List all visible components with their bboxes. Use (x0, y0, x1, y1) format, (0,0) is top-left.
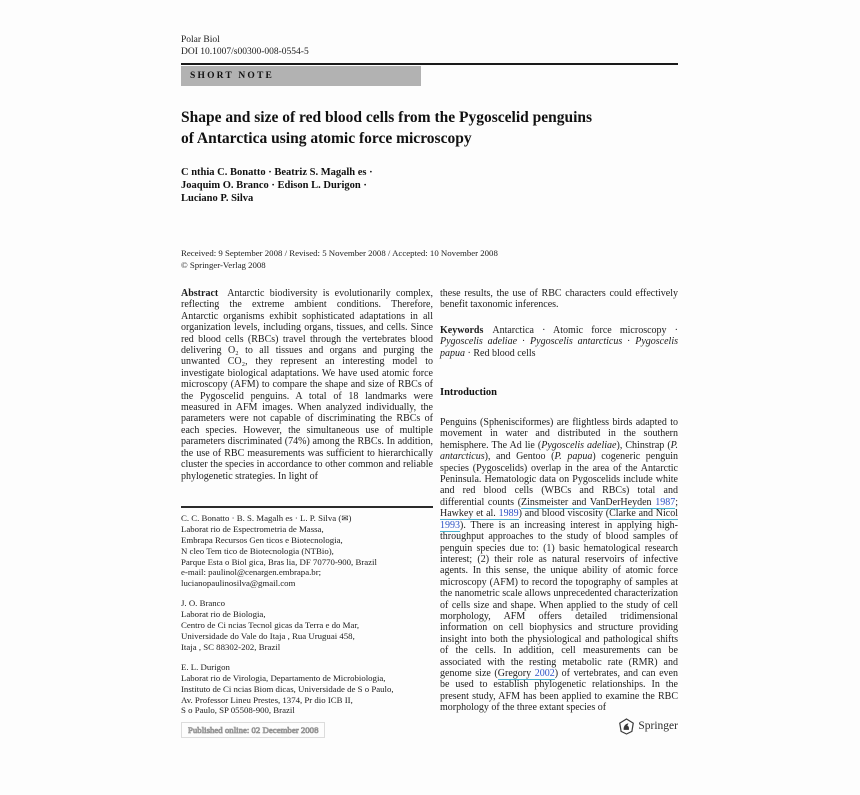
species-name: P. antarcticus (440, 439, 678, 463)
journal-name: Polar Biol (181, 35, 220, 45)
keywords-label: Keywords (440, 324, 484, 336)
species-name: Pygoscelis antarcticus (530, 336, 623, 348)
abstract-paragraph (181, 288, 433, 482)
header-rule (181, 63, 678, 65)
citation-link[interactable]: Hawkey et al. (440, 508, 499, 520)
text-run: ) cogeneric penguin species (Pygoscelids) overlap in the area of the Antarctic Peninsula. Hematologic data on Pygoscelids include white and red blood cells (WBCs and RBCs) total and differential counts ( (440, 451, 678, 508)
species-name: P. papua (554, 451, 593, 463)
introduction-paragraph (440, 417, 678, 714)
text-run: ), and Gentoo ( (484, 451, 555, 463)
page-content (181, 34, 678, 738)
citation-link[interactable]: Zinsmeister and VanDerHeyden (521, 496, 656, 508)
affiliation-branco: J. O. Branco Laborat rio de Biologia, Centro de Ci ncias Tecnol gicas da Terra e do Mar, Universidade do Vale do Itaja , Rua Uruguai 458, Itaja , SC 88302-202, Brazil (181, 598, 360, 652)
text-run: ), Chinstrap ( (616, 439, 671, 451)
article-history (181, 247, 678, 271)
title-line-2: of Antarctica using atomic force microscopy (181, 130, 472, 147)
species-name: Pygoscelis adeliae (440, 336, 518, 348)
title-line-1: Shape and size of red blood cells from the Pygoscelid penguins (181, 109, 593, 126)
publisher-mark (440, 718, 678, 735)
text-run: · (622, 336, 636, 348)
text-run: ; (675, 496, 678, 508)
doi: DOI 10.1007/s00300-008-0554-5 (181, 47, 309, 57)
copyright-line: © Springer-Verlag 2008 (181, 260, 266, 270)
introduction-heading: Introduction (440, 387, 497, 399)
published-online-stamp: Published online: 02 December 2008 (181, 722, 325, 738)
received-revised-accepted: Received: 9 September 2008 / Revised: 5 November 2008 / Accepted: 10 November 2008 (181, 248, 498, 258)
citation-link[interactable]: 1993 (440, 519, 460, 531)
envelope-icon: ✉ (341, 512, 349, 523)
footnote-rule (181, 506, 433, 508)
left-column (181, 288, 433, 738)
abstract-continuation: these results, the use of RBC characters could effectively benefit taxonomic inferences. (440, 288, 678, 311)
publisher-name: Springer (638, 720, 678, 733)
affiliation-durigon: E. L. Durigon Laborat rio de Virologia, Departamento de Microbiologia, Instituto de Ci ncias Biom dicas, Universidade de S o Paulo, Av. Professor Lineu Prestes, 1374, Pr dio ICB II, S o Paulo, SP 05508-900, Brazil (181, 661, 394, 716)
citation-link[interactable]: 1987 (655, 496, 676, 508)
author-affiliations (181, 513, 433, 716)
text-run: Penguins (Sphenisciformes) are flightless birds adapted to movement in water and distributed in the southern hemisphere. The Ad lie ( (440, 417, 678, 451)
citation-link[interactable]: Gregory (497, 667, 535, 679)
text-run: ) and blood viscosity ( (518, 508, 610, 520)
text-run: · (517, 336, 531, 348)
abstract-text: Antarctic biodiversity is evolutionarily complex, reflecting the extreme ambient conditions. Therefore, Antarctic organisms exhibit sophisticated adaptations in all organization levels, including organs, tissues, and cells. Since red blood cells (RBCs) travel through the vertebrates blood delivering O₂ to all tissues and organs and purging the unwanted CO₂, they represent an interesting model to investigate biological adaptations. We have used atomic force microscopy (AFM) to compare the shape and size of RBCs of the Pygoscelid penguins. A total of 18 landmarks were measured in AFM images. When analyzed individually, the parameters were not capable of discriminating the RBCs of each species. However, the simultaneous use of multiple parameters discriminated (74%) among the RBCs. In addition, the use of RBC measurements was sufficient to hierarchically cluster the species in accordance to other common and reliable phylogenetic strategies. In light of (181, 288, 433, 482)
species-name: Pygoscelis adeliae (541, 439, 617, 451)
author-list: C nthia C. Bonatto · Beatriz S. Magalh es · Joaquim O. Branco · Edison L. Durigon · Luciano P. Silva (181, 167, 373, 204)
two-column-body (181, 288, 678, 738)
springer-knight-icon (619, 718, 634, 735)
citation-link[interactable]: 1989 (498, 508, 519, 520)
text-run: Antarctica · Atomic force microscopy · (492, 324, 678, 336)
citation-link[interactable]: Clarke and Nicol (609, 508, 679, 520)
citation-link[interactable]: 2002 (534, 667, 555, 679)
text-run: ). There is an increasing interest in applying high-throughput approaches to the study of blood samples of penguin species due to: (1) basic hematological research interest; (2) their role as natural reservoirs of infective agents. In this sense, the unique ability of atomic force microscopy (AFM) to record the topography of samples at the nanometric scale allows unprecedented characterization of cells size and shape. When applied to the study of cell morphology, AFM offers detailed tridimensional information on cell biophysics and structure providing insight into both the physiological and pathological shifts of the cells. In addition, cell measurements can be associated with the resting metabolic rate (RMR) and genome size ( (440, 519, 678, 679)
article-type-banner: SHORT NOTE (181, 66, 421, 86)
text-run: · Red blood cells (465, 347, 536, 359)
right-column (440, 288, 678, 738)
affiliation-corresponding: C. C. Bonatto · B. S. Magalh es · L. P. Silva (✉) Laborat rio de Espectrometria de Massa, Embrapa Recursos Gen ticos e Biotecnologia, N cleo Tem tico de Biotecnologia (NTBio), Parque Esta o Biol gica, Bras lia, DF 70770-900, Brazil e-mail: paulinol@cenargen.embrapa.br; lucianopaulinosilva@gmail.com (181, 512, 377, 589)
page-title (181, 107, 678, 149)
species-name: Pygoscelis papua (440, 336, 678, 359)
keywords-paragraph (440, 325, 678, 359)
text-run: ) of vertebrates, and can even be used to establish phylogenetic relationships. In the present study, AFM has been applied to examine the RBC morphology of the three extant species of (440, 667, 678, 714)
abstract-label: Abstract (181, 288, 219, 299)
